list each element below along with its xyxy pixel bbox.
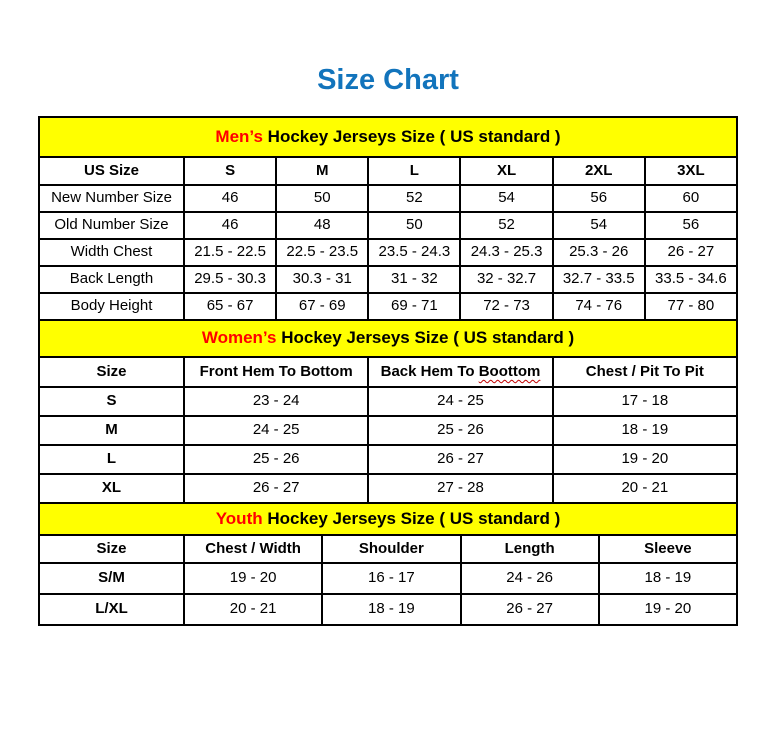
table-cell: 50 xyxy=(368,212,460,239)
table-cell: 32.7 - 33.5 xyxy=(553,266,645,293)
table-cell: 21.5 - 22.5 xyxy=(184,239,276,266)
misspelled-word-spellcheck-underline: Boottom xyxy=(478,362,541,380)
table-cell: 32 - 32.7 xyxy=(460,266,552,293)
row-label: L xyxy=(39,445,184,474)
row-label: M xyxy=(39,416,184,445)
column-header xyxy=(368,357,552,387)
table-cell: 25 - 26 xyxy=(184,445,368,474)
womens-section-title-highlight: Women’s xyxy=(201,328,277,348)
row-label: S/M xyxy=(39,563,184,594)
column-header: Chest / Pit To Pit xyxy=(553,357,737,387)
column-header: 3XL xyxy=(645,157,737,185)
table-cell: 69 - 71 xyxy=(368,293,460,320)
column-header: Size xyxy=(39,357,184,387)
mens-section-title xyxy=(39,117,737,157)
row-label: New Number Size xyxy=(39,185,184,212)
size-chart xyxy=(38,116,738,626)
womens-section-title-rest: Hockey Jerseys Size ( US standard ) xyxy=(276,328,575,348)
table-cell: 26 - 27 xyxy=(368,445,552,474)
table-cell: 24 - 25 xyxy=(184,416,368,445)
table-cell: 19 - 20 xyxy=(553,445,737,474)
column-header: L xyxy=(368,157,460,185)
table-row xyxy=(39,212,737,239)
table-row xyxy=(39,474,737,503)
youth-size-table xyxy=(38,502,738,626)
table-cell: 19 - 20 xyxy=(184,563,322,594)
row-label: XL xyxy=(39,474,184,503)
table-cell: 22.5 - 23.5 xyxy=(276,239,368,266)
table-cell: 33.5 - 34.6 xyxy=(645,266,737,293)
column-header: M xyxy=(276,157,368,185)
table-cell: 56 xyxy=(553,185,645,212)
table-row xyxy=(39,266,737,293)
mens-size-table xyxy=(38,116,738,321)
youth-section-title-highlight: Youth xyxy=(215,508,263,528)
column-header: Shoulder xyxy=(322,535,460,563)
table-row xyxy=(39,416,737,445)
table-cell: 67 - 69 xyxy=(276,293,368,320)
table-cell: 25.3 - 26 xyxy=(553,239,645,266)
womens-size-table xyxy=(38,319,738,504)
column-header-text: Back Hem To xyxy=(380,362,479,380)
table-cell: 72 - 73 xyxy=(460,293,552,320)
mens-column-header-row xyxy=(39,157,737,185)
table-cell: 77 - 80 xyxy=(645,293,737,320)
youth-section-title-rest: Hockey Jerseys Size ( US standard ) xyxy=(262,508,561,528)
column-header: S xyxy=(184,157,276,185)
row-label: Back Length xyxy=(39,266,184,293)
table-cell: 16 - 17 xyxy=(322,563,460,594)
womens-section-title xyxy=(39,320,737,357)
table-cell: 30.3 - 31 xyxy=(276,266,368,293)
youth-section-header-row xyxy=(39,503,737,535)
column-header: 2XL xyxy=(553,157,645,185)
mens-section-title-rest: Hockey Jerseys Size ( US standard ) xyxy=(262,126,561,146)
table-cell: 18 - 19 xyxy=(599,563,737,594)
row-label: S xyxy=(39,387,184,416)
column-header: Sleeve xyxy=(599,535,737,563)
page-title: Size Chart xyxy=(317,64,459,96)
table-cell: 60 xyxy=(645,185,737,212)
table-cell: 27 - 28 xyxy=(368,474,552,503)
table-cell: 17 - 18 xyxy=(553,387,737,416)
table-cell: 18 - 19 xyxy=(322,594,460,625)
table-cell: 23.5 - 24.3 xyxy=(368,239,460,266)
table-cell: 50 xyxy=(276,185,368,212)
table-row xyxy=(39,239,737,266)
column-header: Chest / Width xyxy=(184,535,322,563)
table-cell: 56 xyxy=(645,212,737,239)
table-cell: 18 - 19 xyxy=(553,416,737,445)
row-label: Body Height xyxy=(39,293,184,320)
table-cell: 24 - 25 xyxy=(368,387,552,416)
womens-column-header-row xyxy=(39,357,737,387)
table-cell: 29.5 - 30.3 xyxy=(184,266,276,293)
mens-section-title-highlight: Men’s xyxy=(215,126,263,146)
table-cell: 31 - 32 xyxy=(368,266,460,293)
youth-section-title xyxy=(39,503,737,535)
table-cell: 46 xyxy=(184,212,276,239)
table-cell: 20 - 21 xyxy=(553,474,737,503)
table-row xyxy=(39,594,737,625)
column-header: Length xyxy=(461,535,599,563)
table-cell: 19 - 20 xyxy=(599,594,737,625)
table-cell: 54 xyxy=(553,212,645,239)
table-row xyxy=(39,185,737,212)
table-cell: 48 xyxy=(276,212,368,239)
table-cell: 46 xyxy=(184,185,276,212)
table-cell: 26 - 27 xyxy=(184,474,368,503)
table-cell: 20 - 21 xyxy=(184,594,322,625)
row-label: Width Chest xyxy=(39,239,184,266)
column-header: XL xyxy=(460,157,552,185)
table-cell: 23 - 24 xyxy=(184,387,368,416)
youth-column-header-row xyxy=(39,535,737,563)
table-cell: 54 xyxy=(460,185,552,212)
table-cell: 52 xyxy=(368,185,460,212)
table-row xyxy=(39,387,737,416)
table-cell: 26 - 27 xyxy=(645,239,737,266)
table-cell: 65 - 67 xyxy=(184,293,276,320)
table-row xyxy=(39,563,737,594)
womens-section-header-row xyxy=(39,320,737,357)
table-cell: 24.3 - 25.3 xyxy=(460,239,552,266)
column-header: Size xyxy=(39,535,184,563)
column-header: Front Hem To Bottom xyxy=(184,357,368,387)
column-header: US Size xyxy=(39,157,184,185)
table-cell: 26 - 27 xyxy=(461,594,599,625)
table-cell: 25 - 26 xyxy=(368,416,552,445)
table-row xyxy=(39,445,737,474)
row-label: L/XL xyxy=(39,594,184,625)
row-label: Old Number Size xyxy=(39,212,184,239)
table-row xyxy=(39,293,737,320)
table-cell: 52 xyxy=(460,212,552,239)
table-cell: 24 - 26 xyxy=(461,563,599,594)
table-cell: 74 - 76 xyxy=(553,293,645,320)
mens-section-header-row xyxy=(39,117,737,157)
